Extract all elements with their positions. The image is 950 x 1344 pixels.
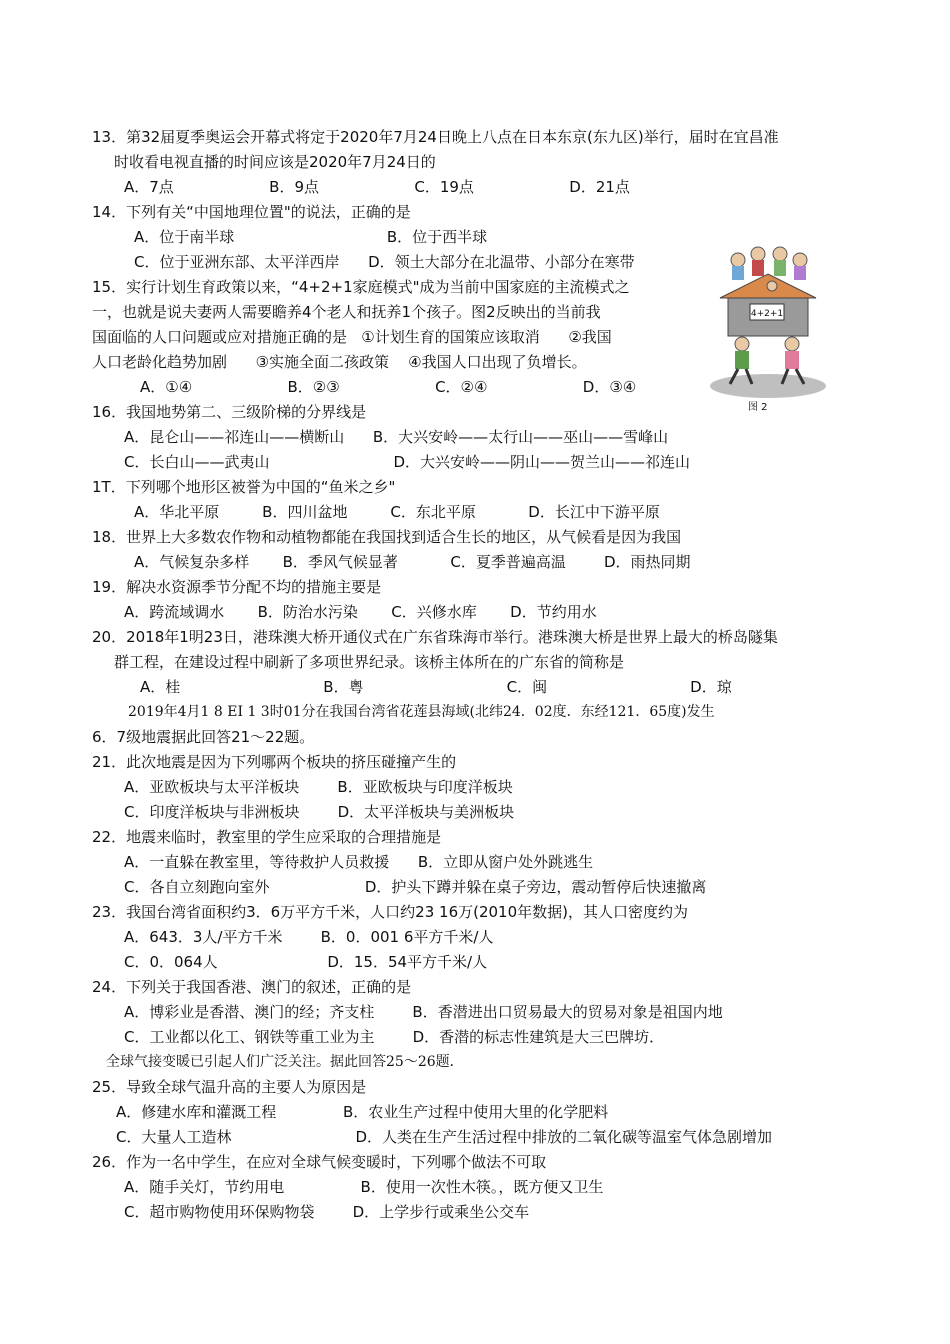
q24-options-cd: C．工业都以化工、钢铁等重工业为主 D．香潜的标志性建筑是大三巴牌坊． bbox=[124, 1028, 665, 1046]
q18-stem: 18．世界上大多数农作物和动植物都能在我国找到适合生长的地区，从气候看是因为我国 bbox=[92, 528, 682, 546]
q17-options: A．华北平原 B．四川盆地 C．东北平原 D．长江中下游平原 bbox=[134, 503, 660, 521]
q21-options-cd: C．印度洋板块与非洲板块 D．太平洋板块与美洲板块 bbox=[124, 803, 515, 821]
q21-stem: 21．此次地震是因为下列哪两个板块的挤压碰撞产生的 bbox=[92, 753, 457, 771]
q20-line1: 20．2018年1明23日，港珠澳大桥开通仪式在广东省珠海市举行。港珠澳大桥是世界上最大的桥岛隧集 bbox=[92, 628, 778, 646]
q13-options: A．7点 B．9点 C．19点 D．21点 bbox=[124, 178, 630, 196]
earthquake-intro-line2: 6．7级地震据此回答21～22题。 bbox=[92, 728, 315, 746]
q26-options-cd: C．超市购物使用环保购物袋 D．上学步行或乘坐公交车 bbox=[124, 1203, 530, 1221]
q24-options-ab: A．博彩业是香潜、澳门的经；齐支柱 B．香潜进出口贸易最大的贸易对象是祖国内地 bbox=[124, 1003, 723, 1021]
q20-options: A．桂 B．粤 C．闽 D．琼 bbox=[140, 678, 732, 696]
q17-stem: 1T．下列哪个地形区被誉为中国的“鱼米之乡" bbox=[92, 478, 396, 496]
q22-stem: 22．地震来临时，教室里的学生应采取的合理措施是 bbox=[92, 828, 442, 846]
house-sign-label: 4+2+1 bbox=[750, 309, 784, 319]
q23-options-cd: C．0．064人 D．15．54平方千米/人 bbox=[124, 953, 488, 971]
q23-options-ab: A．643．3人/平方千米 B．0．001 6平方千米/人 bbox=[124, 928, 494, 946]
q23-stem: 23．我国台湾省面积约3．6万平方千米，人口约23 16万(2010年数据)，其人口密度约为 bbox=[92, 903, 688, 921]
earthquake-intro-line1: 2019年4月1 8 EI 1 3时01分在我国台湾省花莲县海域(北纬24．02度．东经121．65度)发生 bbox=[128, 704, 715, 720]
q20-line2: 群工程，在建设过程中刷新了多项世界纪录。该桥主体所在的广东省的简称是 bbox=[114, 653, 625, 671]
q19-options: A．跨流域调水 B．防治水污染 C．兴修水库 D．节约用水 bbox=[124, 603, 597, 621]
q25-options-ab: A．修建水库和灌溉工程 B．农业生产过程中使用大里的化学肥料 bbox=[116, 1103, 609, 1121]
q14-options-ab: A．位于南半球 B．位于西半球 bbox=[134, 228, 488, 246]
q13-line2: 时收看电视直播的时间应该是2020年7月24日的 bbox=[114, 153, 436, 171]
q15-line1: 15．实行计划生育政策以来，“4+2+1家庭模式"成为当前中国家庭的主流模式之 bbox=[92, 278, 630, 296]
q26-options-ab: A．随手关灯，节约用电 B．使用一次性木筷。，既方便又卫生 bbox=[124, 1178, 604, 1196]
q22-options-cd: C．各自立刻跑向室外 D．护头下蹲并躲在桌子旁边，震动暂停后快速撤离 bbox=[124, 878, 707, 896]
q15-options: A．①④ B．②③ C．②④ D．③④ bbox=[140, 378, 637, 396]
q14-stem: 14．下列有关“中国地理位置"的说法，正确的是 bbox=[92, 203, 411, 221]
q15-line2: 一，也就是说夫妻两人需要瞻养4个老人和抚养1个孩子。图2反映出的当前我 bbox=[92, 303, 601, 321]
figure-caption: 图 2 bbox=[748, 402, 768, 413]
q25-options-cd: C．大量人工造林 D．人类在生产生活过程中排放的二氧化碳等温室气体急剧增加 bbox=[116, 1128, 772, 1146]
climate-intro: 全球气接变暖已引起人们广泛关注。据此回答25～26题． bbox=[106, 1054, 464, 1070]
q26-stem: 26．作为一名中学生，在应对全球气候变暖时，下列哪个做法不可取 bbox=[92, 1153, 547, 1171]
q24-stem: 24．下列关于我国香港、澳门的叙述，正确的是 bbox=[92, 978, 412, 996]
q25-stem: 25．导致全球气温升高的主要人为原因是 bbox=[92, 1078, 367, 1096]
q19-stem: 19．解决水资源季节分配不均的措施主要是 bbox=[92, 578, 382, 596]
q18-options: A．气候复杂多样 B．季风气候显著 C．夏季普遍高温 D．雨热同期 bbox=[134, 553, 691, 571]
q15-line4: 人口老龄化趋势加剧 ③实施全面二孩政策 ④我国人口出现了负增长。 bbox=[92, 353, 587, 371]
q22-options-ab: A．一直躲在教室里，等待救护人员救援 B．立即从窗户处外跳逃生 bbox=[124, 853, 594, 871]
q13-line1: 13．第32届夏季奥运会开幕式将定于2020年7月24日晚上八点在日本东京(东九区)举行，届时在宜昌准 bbox=[92, 128, 779, 146]
family-burden-illustration bbox=[702, 238, 832, 414]
q16-options-cd: C．长白山——武夷山 D．大兴安岭——阴山——贺兰山——祁连山 bbox=[124, 453, 690, 471]
q21-options-ab: A．亚欧板块与太平洋板块 B．亚欧板块与印度洋板块 bbox=[124, 778, 513, 796]
q16-options-ab: A．昆仑山——祁连山——横断山 B．大兴安岭——太行山——巫山——雪峰山 bbox=[124, 428, 669, 446]
q14-options-cd: C．位于亚洲东部、太平洋西岸 D．领土大部分在北温带、小部分在寒带 bbox=[134, 253, 635, 271]
q16-stem: 16．我国地势第二、三级阶梯的分界线是 bbox=[92, 403, 367, 421]
q15-line3: 国面临的人口问题或应对措施正确的是 ①计划生育的国策应该取消 ②我国 bbox=[92, 328, 612, 346]
